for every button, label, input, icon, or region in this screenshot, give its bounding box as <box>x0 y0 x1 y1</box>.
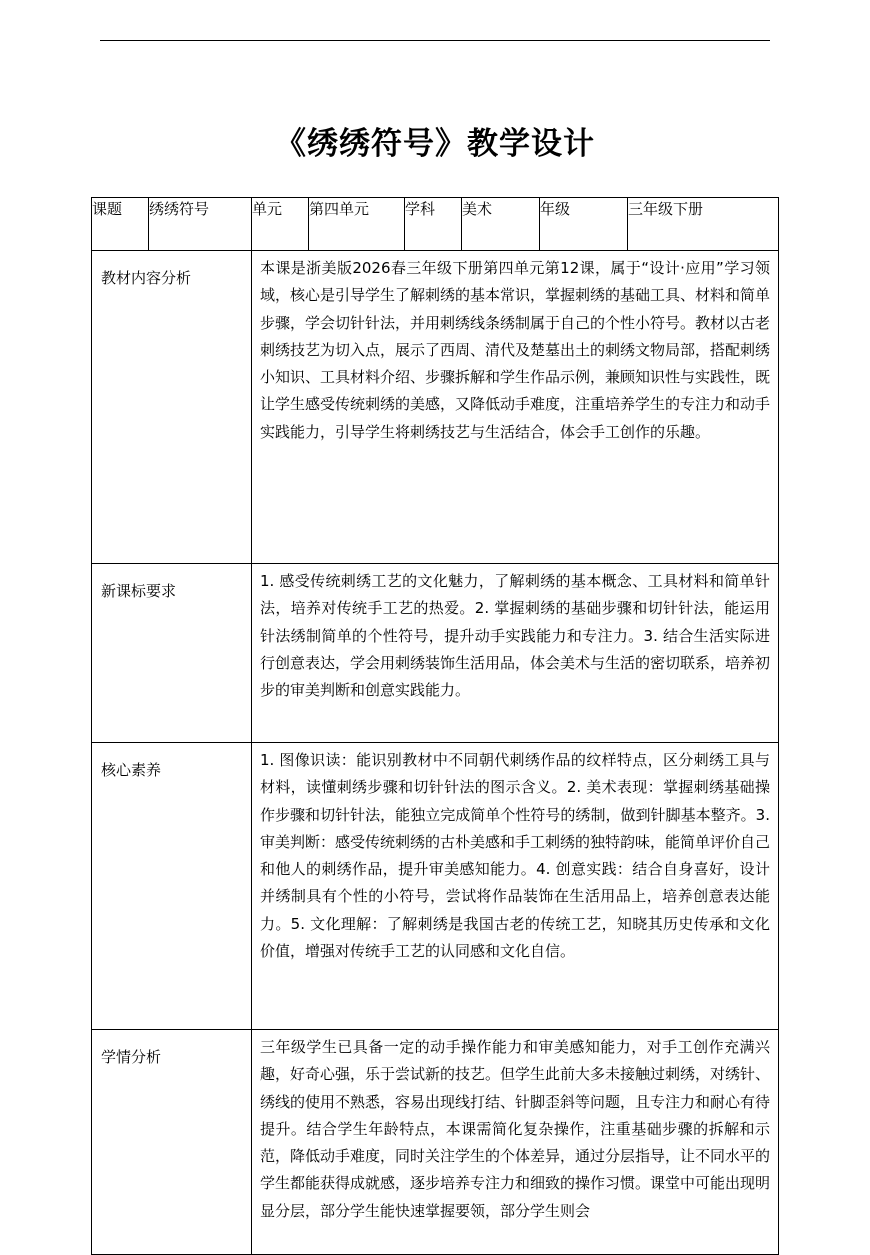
lesson-plan-table <box>91 197 779 1255</box>
grade-value: 三年级下册 <box>628 198 779 251</box>
unit-value: 第四单元 <box>309 198 405 251</box>
section-row-textbook-analysis <box>92 251 779 564</box>
section-text: 1. 图像识读：能识别教材中不同朝代刺绣作品的纹样特点，区分刺绣工具与材料，读懂刺绣步骤和切针针法的图示含义。2. 美术表现：掌握刺绣基础操作步骤和切针针法，能独立完成简单个性符号的绣制，做到针脚基本整齐。3. 审美判断：感受传统刺绣的古朴美感和手工刺绣的独特韵味，能简单评价自己和他人的刺绣作品，提升审美感知能力。4. 创意实践：结合自身喜好，设计并绣制具有个性的小符号，尝试将作品装饰在生活用品上，培养创意表达能力。5. 文化理解：了解刺绣是我国古老的传统工艺，知晓其历史传承和文化价值，增强对传统手工艺的认同感和文化自信。 <box>252 743 779 1030</box>
grade-label: 年级 <box>540 198 628 251</box>
unit-label: 单元 <box>252 198 309 251</box>
subject-value: 绣绣符号 <box>149 198 252 251</box>
discipline-value: 美术 <box>462 198 540 251</box>
section-row-learner-analysis <box>92 1030 779 1255</box>
document-title: 《绣绣符号》教学设计 <box>275 126 595 162</box>
section-label: 核心素养 <box>92 743 252 1030</box>
section-row-curriculum-requirements <box>92 564 779 743</box>
subject-label: 课题 <box>92 198 149 251</box>
section-label: 新课标要求 <box>92 564 252 743</box>
section-text: 本课是浙美版2026春三年级下册第四单元第12课，属于“设计·应用”学习领域，核心是引导学生了解刺绣的基本常识，掌握刺绣的基础工具、材料和简单步骤，学会切针针法，并用刺绣线条绣制属于自己的个性小符号。教材以古老刺绣技艺为切入点，展示了西周、清代及楚墓出土的刺绣文物局部，搭配刺绣小知识、工具材料介绍、步骤拆解和学生作品示例，兼顾知识性与实践性，既让学生感受传统刺绣的美感，又降低动手难度，注重培养学生的专注力和动手实践能力，引导学生将刺绣技艺与生活结合，体会手工创作的乐趣。 <box>252 251 779 564</box>
header-rule <box>100 40 770 41</box>
section-row-core-competencies <box>92 743 779 1030</box>
section-text: 1. 感受传统刺绣工艺的文化魅力，了解刺绣的基本概念、工具材料和简单针法，培养对传统手工艺的热爱。2. 掌握刺绣的基础步骤和切针针法，能运用针法绣制简单的个性符号，提升动手实践能力和专注力。3. 结合生活实际进行创意表达，学会用刺绣装饰生活用品，体会美术与生活的密切联系，培养初步的审美判断和创意实践能力。 <box>252 564 779 743</box>
section-label: 学情分析 <box>92 1030 252 1255</box>
discipline-label: 学科 <box>405 198 462 251</box>
meta-row <box>92 198 779 251</box>
section-label: 教材内容分析 <box>92 251 252 564</box>
section-text: 三年级学生已具备一定的动手操作能力和审美感知能力，对手工创作充满兴趣，好奇心强，乐于尝试新的技艺。但学生此前大多未接触过刺绣，对绣针、绣线的使用不熟悉，容易出现线打结、针脚歪斜等问题，且专注力和耐心有待提升。结合学生年龄特点，本课需简化复杂操作，注重基础步骤的拆解和示范，降低动手难度，同时关注学生的个体差异，通过分层指导，让不同水平的学生都能获得成就感，逐步培养专注力和细致的操作习惯。课堂中可能出现明显分层，部分学生能快速掌握要领，部分学生则会 <box>252 1030 779 1255</box>
